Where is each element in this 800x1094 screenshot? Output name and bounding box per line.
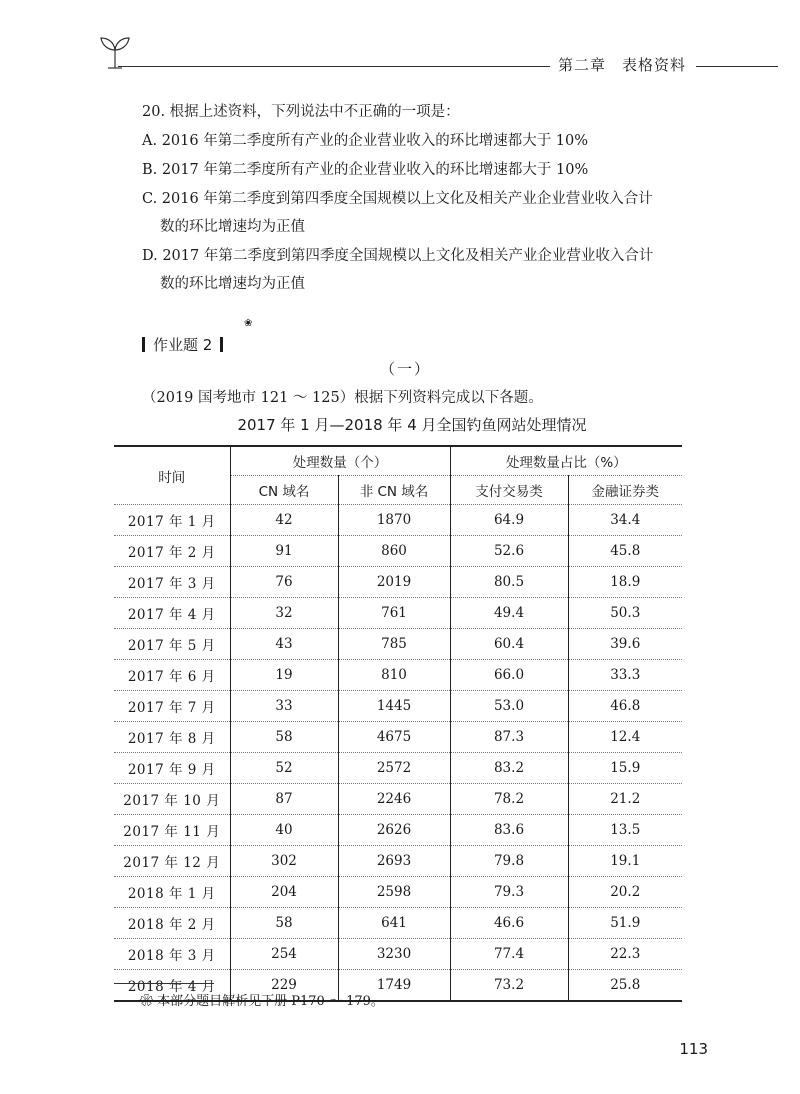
header-count-group: 处理数量（个） bbox=[230, 446, 450, 476]
cell-month: 2018 年 4 月 bbox=[114, 970, 230, 1002]
table-row bbox=[114, 753, 682, 784]
cell-month: 2017 年 4 月 bbox=[114, 598, 230, 629]
cell-cn: 33 bbox=[230, 691, 338, 722]
cell-payment: 53.0 bbox=[450, 691, 568, 722]
cell-finance: 39.6 bbox=[568, 629, 682, 660]
cell-payment: 79.3 bbox=[450, 877, 568, 908]
cell-payment: 80.5 bbox=[450, 567, 568, 598]
cell-month: 2017 年 12 月 bbox=[114, 846, 230, 877]
cell-finance: 33.3 bbox=[568, 660, 682, 691]
table-row bbox=[114, 691, 682, 722]
cell-finance: 22.3 bbox=[568, 939, 682, 970]
header-cn: CN 域名 bbox=[230, 476, 338, 505]
cell-finance: 18.9 bbox=[568, 567, 682, 598]
heading-bar-right bbox=[220, 337, 223, 352]
cell-month: 2017 年 6 月 bbox=[114, 660, 230, 691]
homework-label: 作业题 2 bbox=[153, 336, 213, 354]
cell-non-cn: 1445 bbox=[338, 691, 450, 722]
table-row bbox=[114, 877, 682, 908]
footnote-rule bbox=[114, 983, 214, 984]
cell-payment: 77.4 bbox=[450, 939, 568, 970]
cell-cn: 204 bbox=[230, 877, 338, 908]
cell-month: 2017 年 5 月 bbox=[114, 629, 230, 660]
cell-payment: 73.2 bbox=[450, 970, 568, 1002]
cell-payment: 52.6 bbox=[450, 536, 568, 567]
table-row bbox=[114, 939, 682, 970]
header-rule-left bbox=[118, 66, 550, 67]
cell-non-cn: 2019 bbox=[338, 567, 450, 598]
cell-month: 2017 年 8 月 bbox=[114, 722, 230, 753]
cell-finance: 19.1 bbox=[568, 846, 682, 877]
option-b: B. 2017 年第二季度所有产业的企业营业收入的环比增速都大于 10% bbox=[142, 162, 589, 178]
table-row bbox=[114, 722, 682, 753]
cell-finance: 34.4 bbox=[568, 505, 682, 536]
cell-payment: 79.8 bbox=[450, 846, 568, 877]
cell-cn: 229 bbox=[230, 970, 338, 1002]
cell-non-cn: 4675 bbox=[338, 722, 450, 753]
cell-finance: 12.4 bbox=[568, 722, 682, 753]
cell-finance: 20.2 bbox=[568, 877, 682, 908]
cell-payment: 83.2 bbox=[450, 753, 568, 784]
cell-finance: 13.5 bbox=[568, 815, 682, 846]
cell-non-cn: 785 bbox=[338, 629, 450, 660]
cell-month: 2017 年 7 月 bbox=[114, 691, 230, 722]
page-header bbox=[98, 34, 778, 74]
header-rule-right bbox=[696, 66, 778, 67]
cell-non-cn: 2693 bbox=[338, 846, 450, 877]
cell-non-cn: 810 bbox=[338, 660, 450, 691]
cell-non-cn: 761 bbox=[338, 598, 450, 629]
table-row bbox=[114, 629, 682, 660]
table-row bbox=[114, 846, 682, 877]
footnote: ❀ 本部分题目解析见下册 P170 ～ 179。 bbox=[140, 994, 384, 1009]
cell-cn: 87 bbox=[230, 784, 338, 815]
table-row bbox=[114, 567, 682, 598]
header-finance: 金融证券类 bbox=[568, 476, 682, 505]
cell-non-cn: 2598 bbox=[338, 877, 450, 908]
cell-non-cn: 3230 bbox=[338, 939, 450, 970]
cell-payment: 66.0 bbox=[450, 660, 568, 691]
homework-heading bbox=[142, 334, 223, 355]
cell-month: 2017 年 3 月 bbox=[114, 567, 230, 598]
cell-non-cn: 2626 bbox=[338, 815, 450, 846]
cell-month: 2018 年 1 月 bbox=[114, 877, 230, 908]
option-d-line1: D. 2017 年第二季度到第四季度全国规模以上文化及相关产业企业营业收入合计 bbox=[142, 248, 654, 264]
cell-cn: 40 bbox=[230, 815, 338, 846]
cell-finance: 15.9 bbox=[568, 753, 682, 784]
cell-non-cn: 1870 bbox=[338, 505, 450, 536]
cell-non-cn: 2572 bbox=[338, 753, 450, 784]
table-row bbox=[114, 784, 682, 815]
question-stem: 20. 根据上述资料，下列说法中不正确的一项是： bbox=[142, 104, 460, 120]
table-row bbox=[114, 505, 682, 536]
option-a: A. 2016 年第二季度所有产业的企业营业收入的环比增速都大于 10% bbox=[142, 133, 589, 149]
cell-cn: 302 bbox=[230, 846, 338, 877]
cell-cn: 76 bbox=[230, 567, 338, 598]
intro-text: （2019 国考地市 121 ～ 125）根据下列资料完成以下各题。 bbox=[142, 390, 543, 406]
cell-cn: 254 bbox=[230, 939, 338, 970]
header-time: 时间 bbox=[114, 446, 230, 505]
sprout-icon bbox=[98, 34, 132, 70]
cell-cn: 43 bbox=[230, 629, 338, 660]
cell-non-cn: 641 bbox=[338, 908, 450, 939]
flower-icon: ❀ bbox=[244, 318, 253, 329]
header-non-cn: 非 CN 域名 bbox=[338, 476, 450, 505]
cell-month: 2017 年 2 月 bbox=[114, 536, 230, 567]
table-row bbox=[114, 815, 682, 846]
cell-month: 2018 年 2 月 bbox=[114, 908, 230, 939]
cell-non-cn: 860 bbox=[338, 536, 450, 567]
section-label: （一） bbox=[380, 360, 432, 378]
table-row bbox=[114, 536, 682, 567]
cell-payment: 87.3 bbox=[450, 722, 568, 753]
chapter-title: 第二章 表格资料 bbox=[558, 56, 687, 74]
option-c-line1: C. 2016 年第二季度到第四季度全国规模以上文化及相关产业企业营业收入合计 bbox=[142, 191, 653, 207]
cell-finance: 25.8 bbox=[568, 970, 682, 1002]
cell-month: 2017 年 9 月 bbox=[114, 753, 230, 784]
page-number: 113 bbox=[679, 1040, 708, 1058]
cell-payment: 64.9 bbox=[450, 505, 568, 536]
cell-payment: 60.4 bbox=[450, 629, 568, 660]
cell-month: 2018 年 3 月 bbox=[114, 939, 230, 970]
cell-payment: 49.4 bbox=[450, 598, 568, 629]
table-row bbox=[114, 908, 682, 939]
cell-payment: 78.2 bbox=[450, 784, 568, 815]
cell-payment: 46.6 bbox=[450, 908, 568, 939]
cell-payment: 83.6 bbox=[450, 815, 568, 846]
cell-cn: 58 bbox=[230, 722, 338, 753]
cell-finance: 21.2 bbox=[568, 784, 682, 815]
cell-cn: 19 bbox=[230, 660, 338, 691]
data-table bbox=[114, 445, 682, 1002]
cell-non-cn: 1749 bbox=[338, 970, 450, 1002]
cell-finance: 50.3 bbox=[568, 598, 682, 629]
cell-cn: 58 bbox=[230, 908, 338, 939]
cell-cn: 32 bbox=[230, 598, 338, 629]
cell-month: 2017 年 1 月 bbox=[114, 505, 230, 536]
table-row bbox=[114, 598, 682, 629]
header-payment: 支付交易类 bbox=[450, 476, 568, 505]
cell-month: 2017 年 10 月 bbox=[114, 784, 230, 815]
cell-non-cn: 2246 bbox=[338, 784, 450, 815]
cell-finance: 45.8 bbox=[568, 536, 682, 567]
cell-month: 2017 年 11 月 bbox=[114, 815, 230, 846]
cell-cn: 52 bbox=[230, 753, 338, 784]
cell-finance: 46.8 bbox=[568, 691, 682, 722]
header-ratio-group: 处理数量占比（%） bbox=[450, 446, 682, 476]
table-row bbox=[114, 660, 682, 691]
table-title: 2017 年 1 月—2018 年 4 月全国钓鱼网站处理情况 bbox=[237, 416, 587, 434]
cell-finance: 51.9 bbox=[568, 908, 682, 939]
cell-cn: 42 bbox=[230, 505, 338, 536]
cell-cn: 91 bbox=[230, 536, 338, 567]
heading-bar-left bbox=[142, 337, 145, 352]
option-d-line2: 数的环比增速均为正值 bbox=[160, 276, 305, 292]
option-c-line2: 数的环比增速均为正值 bbox=[160, 219, 305, 235]
